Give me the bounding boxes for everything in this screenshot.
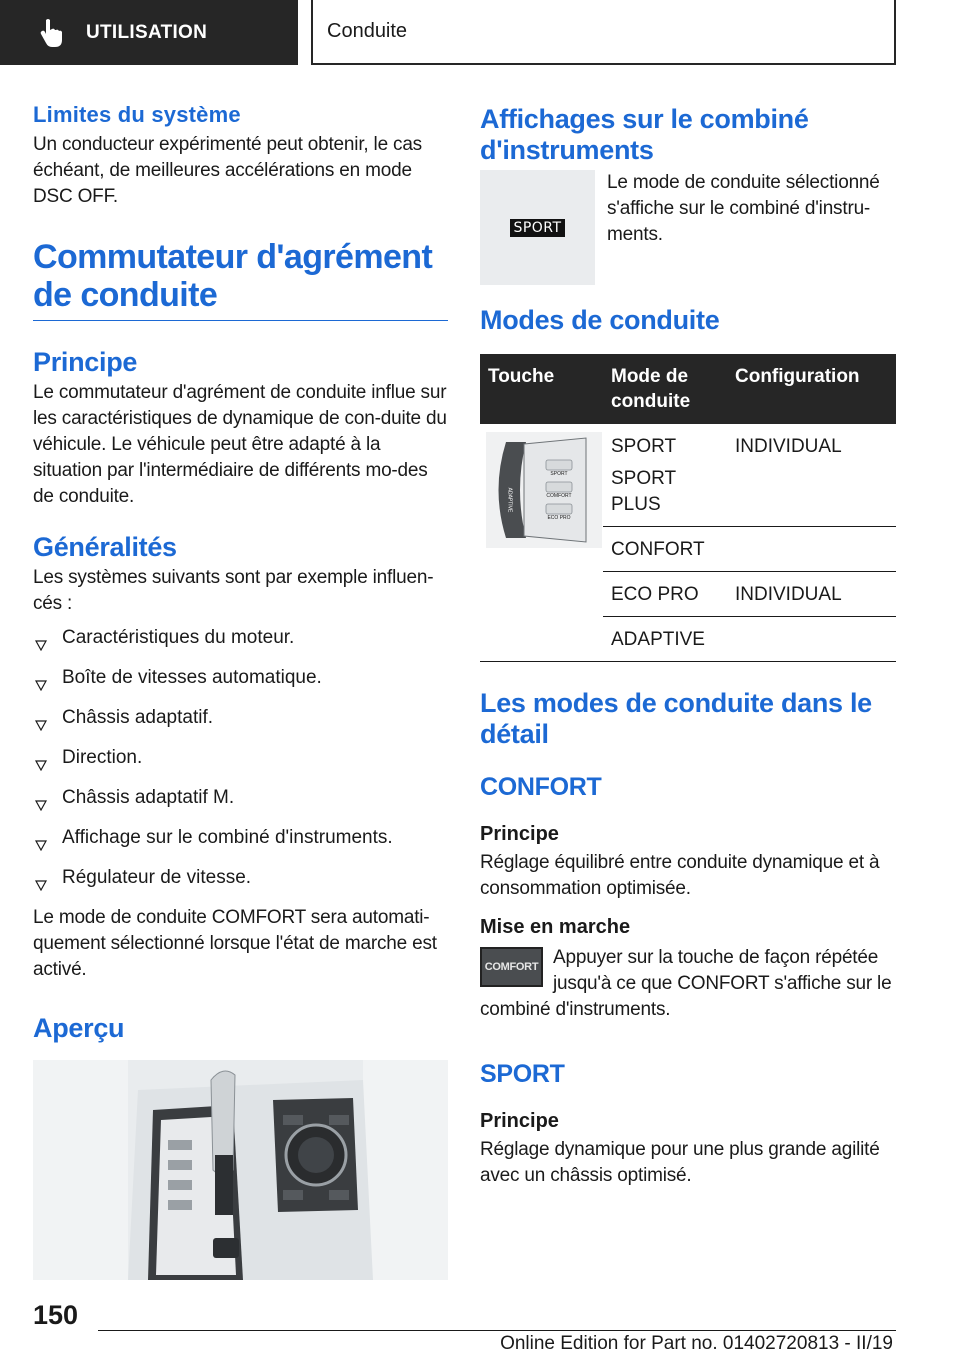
sport-principe-text: Réglage dynamique pour une plus grande agilité avec un châssis optimisé. (480, 1139, 880, 1186)
edition-text: Online Edition for Part no. 01402720813 - II/19 (500, 1333, 893, 1354)
affichages-text: Le mode de conduite sélectionné s'affiche sur le combiné d'instru-ments. (607, 172, 880, 245)
switch-label: ADAPTIVE (506, 487, 513, 513)
switch-label: COMFORT (546, 493, 572, 499)
switch-image-cell (480, 424, 603, 662)
mise-en-marche-block (480, 945, 896, 1023)
list-item: Régulateur de vitesse. (33, 865, 448, 899)
main-title: Commutateur d'agrément de conduite (33, 238, 448, 321)
comfort-button-label: COMFORT (484, 961, 539, 973)
triangle-bullet-icon (33, 745, 62, 779)
config-cell (727, 527, 896, 572)
switch-label: ECO PRO (547, 515, 571, 521)
generalites-text: Les systèmes suivants sont par exemple influen-cés : (33, 567, 434, 614)
section-title: UTILISATION (86, 21, 208, 43)
center-console-photo (33, 1060, 448, 1280)
mode-cell: ADAPTIVE (603, 617, 727, 662)
confort-note: Le mode de conduite COMFORT sera automati-quement sélectionné lorsque l'état de marche est activé. (33, 907, 437, 980)
modes-table (480, 354, 896, 662)
list-item: Châssis adaptatif M. (33, 785, 448, 819)
comfort-button-image (480, 947, 543, 987)
switch-label: SPORT (550, 471, 568, 477)
mode-cell: SPORT SPORT PLUS (603, 424, 727, 527)
mode-cell: CONFORT (603, 527, 727, 572)
list-item: Caractéristiques du moteur. (33, 625, 448, 659)
affichages-title: Affichages sur le combiné d'instruments (480, 104, 809, 165)
left-column (33, 96, 448, 1280)
systems-list (33, 625, 448, 899)
triangle-bullet-icon (33, 825, 62, 859)
triangle-bullet-icon (33, 785, 62, 819)
section-tab (0, 0, 298, 65)
cluster-display-image (480, 170, 595, 285)
triangle-bullet-icon (33, 625, 62, 659)
triangle-bullet-icon (33, 705, 62, 739)
center-console-illustration (33, 1060, 448, 1280)
generalites-title: Généralités (33, 532, 177, 562)
confort-principe-text: Réglage équilibré entre conduite dynamique et à consommation optimisée. (480, 852, 880, 899)
cluster-display-block (480, 170, 896, 285)
chapter-tab (311, 0, 896, 65)
right-column (480, 96, 896, 1189)
table-header-mode: Mode de conduite (603, 354, 727, 424)
apercu-title: Aperçu (33, 1013, 125, 1043)
config-cell (727, 617, 896, 662)
mise-en-marche-title: Mise en marche (480, 916, 631, 938)
confort-title: CONFORT (480, 773, 602, 801)
principe-text: Le commutateur d'agrément de conduite influe sur les caractéristiques de dynamique de con-duite du véhicule. Le véhicule peut être adapté à la situation par l'intermédiaire de différents mo-des de conduite. (33, 382, 447, 507)
modes-title: Modes de conduite (480, 305, 720, 335)
table-header-configuration: Configuration (727, 354, 896, 424)
limits-title: Limites du système (33, 102, 241, 127)
list-item: Direction. (33, 745, 448, 779)
mise-en-marche-text: Appuyer sur la touche de façon répétée jusqu'à ce que CONFORT s'affiche sur le combiné d'instruments. (480, 947, 892, 1020)
config-cell: INDIVIDUAL (727, 424, 896, 527)
footer-rule (98, 1330, 896, 1331)
triangle-bullet-icon (33, 665, 62, 699)
drive-switch-image (486, 432, 602, 548)
table-header-touche: Touche (480, 354, 603, 424)
triangle-bullet-icon (33, 865, 62, 899)
principe-title: Principe (33, 347, 138, 377)
detail-title: Les modes de conduite dans le détail (480, 688, 872, 749)
list-item: Affichage sur le combiné d'instruments. (33, 825, 448, 859)
limits-text: Un conducteur expérimenté peut obtenir, le cas échéant, de meilleures accélérations en mode DSC OFF. (33, 134, 422, 207)
confort-principe-title: Principe (480, 823, 559, 845)
chapter-title: Conduite (327, 20, 408, 42)
hand-pointer-icon (38, 18, 64, 48)
config-cell: INDIVIDUAL (727, 572, 896, 617)
table-row (480, 424, 896, 527)
mode-cell: ECO PRO (603, 572, 727, 617)
sport-principe-title: Principe (480, 1110, 559, 1132)
list-item: Boîte de vitesses automatique. (33, 665, 448, 699)
sport-badge: SPORT (510, 219, 564, 237)
list-item: Châssis adaptatif. (33, 705, 448, 739)
sport-title: SPORT (480, 1060, 565, 1088)
page-number: 150 (33, 1300, 79, 1330)
